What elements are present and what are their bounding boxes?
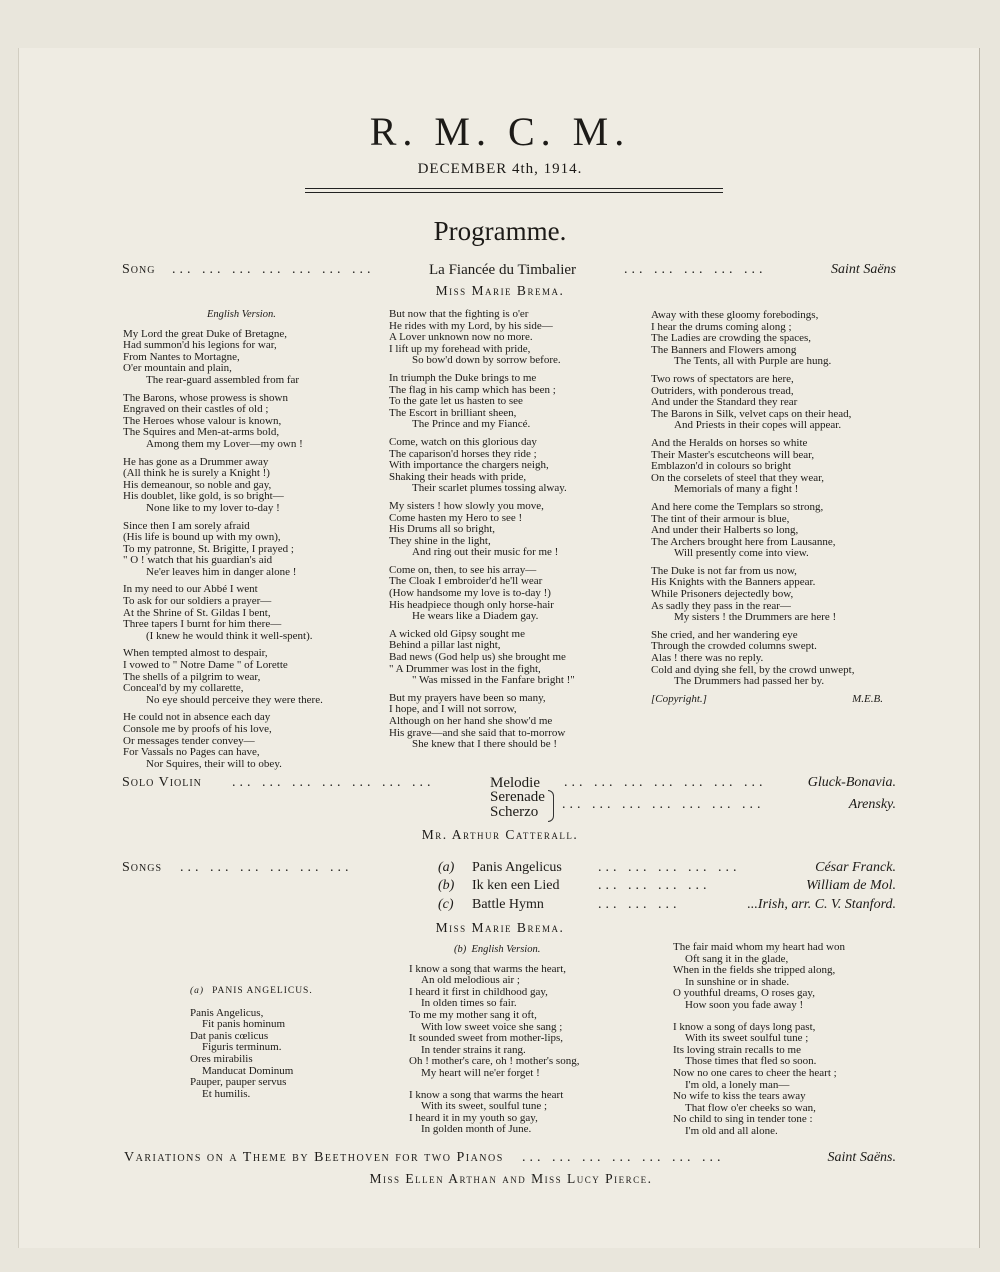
lyric-line: To my patronne, St. Brigitte, I prayed ; bbox=[123, 542, 294, 555]
lyric-line: Will presently come into view. bbox=[674, 547, 809, 560]
lyric-line: I heard it first in childhood gay, bbox=[409, 985, 548, 998]
item-label: Solo Violin bbox=[122, 775, 202, 790]
lyric-line: O youthful dreams, O roses gay, bbox=[673, 987, 815, 1000]
lyric-line: Cold and dying she fell, by the crowd unwept, bbox=[651, 663, 855, 676]
lyric-line: He wears like a Diadem gay. bbox=[412, 610, 539, 623]
lyric-line: With importance the chargers neigh, bbox=[389, 459, 549, 472]
lyric-line: Dat panis cœlicus bbox=[190, 1029, 269, 1042]
lyric-line: I'm old and all alone. bbox=[685, 1124, 778, 1137]
lyric-line: Come on, then, to see his array— bbox=[389, 563, 537, 576]
composer: ...Irish, arr. C. V. Stanford. bbox=[747, 897, 896, 912]
lyric-line: His Knights with the Banners appear. bbox=[651, 576, 816, 589]
lyric-line: I heard it in my youth so gay, bbox=[409, 1111, 538, 1124]
performer: Mr. Arthur Catterall. bbox=[421, 827, 579, 842]
lyric-line: Ne'er leaves him in danger alone ! bbox=[146, 565, 297, 578]
item-label: Songs bbox=[122, 860, 163, 875]
lyric-line: Manducat Dominum bbox=[202, 1064, 294, 1077]
page-title: R. M. C. M. bbox=[369, 109, 631, 154]
leader-dots: ... ... ... ... bbox=[598, 878, 711, 893]
leader-dots: ... ... ... ... ... ... ... bbox=[232, 775, 435, 790]
brace bbox=[548, 790, 554, 822]
concert-date: DECEMBER 4th, 1914. bbox=[417, 161, 583, 177]
copyright-label: [Copyright.] bbox=[651, 692, 707, 705]
lyric-line: When in the fields she tripped along, bbox=[673, 964, 836, 977]
lyric-line: And under the Standard they rear bbox=[651, 396, 798, 409]
leader-dots: ... ... ... ... ... bbox=[598, 860, 741, 875]
song-letter: (b) bbox=[438, 878, 455, 893]
lyric-line: Two rows of spectators are here, bbox=[651, 372, 794, 385]
leader-dots: ... ... ... ... ... ... ... bbox=[522, 1150, 725, 1165]
lyric-line: The Barons in Silk, velvet caps on their head, bbox=[651, 407, 852, 420]
stanza bbox=[123, 329, 373, 387]
lyric-line: And Priests in their copes will appear. bbox=[674, 419, 842, 432]
lyric-line: At the Shrine of St. Gildas I bent, bbox=[123, 606, 271, 619]
lyric-line: He rides with my Lord, by his side— bbox=[389, 319, 553, 332]
lyric-line: Engraved on their castles of old ; bbox=[123, 403, 269, 416]
stanza bbox=[123, 457, 373, 515]
copyright-line bbox=[651, 694, 883, 706]
stanza bbox=[123, 521, 373, 579]
lyric-line: She knew that I there should be ! bbox=[412, 738, 558, 751]
song-b-column-1 bbox=[409, 944, 659, 1146]
lyric-line: My sisters ! how slowly you move, bbox=[389, 499, 544, 512]
lyric-line: No child to sing in tender tone : bbox=[673, 1113, 813, 1126]
song-title: Battle Hymn bbox=[472, 897, 544, 912]
lyric-line: In golden month of June. bbox=[421, 1123, 532, 1136]
lyric-line: For Vassals no Pages can have, bbox=[123, 746, 260, 759]
lyric-line: He could not in absence each day bbox=[123, 711, 271, 724]
lyric-line: The Drummers had passed her by. bbox=[674, 675, 825, 688]
lyric-line: She cried, and her wandering eye bbox=[651, 628, 798, 641]
lyric-line: Fit panis hominum bbox=[202, 1018, 286, 1031]
lyric-line: In triumph the Duke brings to me bbox=[389, 371, 537, 384]
lyric-line: They shine in the light, bbox=[389, 534, 491, 547]
lyric-line: The Cloak I embroider'd he'll wear bbox=[389, 575, 543, 588]
lyric-line: Bad news (God help us) she brought me bbox=[389, 651, 566, 664]
stanza bbox=[673, 1022, 903, 1138]
panis-heading-line bbox=[190, 986, 390, 998]
stanza bbox=[389, 501, 639, 559]
panis-letter: (a) bbox=[190, 986, 205, 996]
version-heading-line bbox=[409, 944, 659, 956]
lyric-line: I know a song that warms the heart bbox=[409, 1088, 564, 1101]
item-variations-row bbox=[124, 1150, 896, 1170]
stanza bbox=[409, 1090, 659, 1136]
lyric-line: Oh ! mother's care, oh ! mother's song, bbox=[409, 1055, 580, 1068]
song-row-c bbox=[438, 897, 896, 917]
lyric-line: The Ladies are crowding the spaces, bbox=[651, 332, 812, 345]
composer: César Franck. bbox=[815, 860, 896, 875]
piece-title: Melodie bbox=[490, 775, 540, 791]
song-letter: (c) bbox=[438, 897, 454, 912]
item-label: Song bbox=[122, 262, 156, 277]
version-letter: (b) bbox=[454, 944, 467, 955]
lyric-line: Among them my Lover—my own ! bbox=[146, 437, 303, 450]
composer: Saint Saëns. bbox=[827, 1150, 896, 1165]
author-initials: M.E.B. bbox=[852, 692, 883, 705]
lyric-line: I lift up my forehead with pride, bbox=[389, 342, 531, 355]
lyric-line: Three tapers I burnt for him there— bbox=[123, 618, 282, 631]
lyric-line: Come hasten my Hero to see ! bbox=[389, 511, 523, 524]
lyric-line: How soon you fade away ! bbox=[685, 998, 804, 1011]
lyric-line: I know a song of days long past, bbox=[673, 1020, 816, 1033]
lyric-line: Had summon'd his legions for war, bbox=[123, 339, 277, 352]
lyric-line: Now no one cares to cheer the heart ; bbox=[673, 1066, 837, 1079]
lyric-line: No wife to kiss the tears away bbox=[673, 1090, 806, 1103]
leader-dots: ... ... ... ... ... ... ... bbox=[172, 262, 375, 277]
panis-heading: PANIS ANGELICUS. bbox=[212, 986, 313, 996]
lyric-line: I'm old, a lonely man— bbox=[685, 1078, 790, 1091]
lyric-line: In olden times so fair. bbox=[421, 997, 517, 1010]
stanza bbox=[673, 942, 903, 1012]
lyric-line: Their Master's escutcheons will bear, bbox=[651, 448, 815, 461]
composer: Arensky. bbox=[848, 797, 896, 812]
lyric-line: (How handsome my love is to-day !) bbox=[389, 587, 551, 600]
piece-title: Serenade bbox=[490, 789, 545, 805]
stanza bbox=[123, 648, 373, 706]
lyric-line: I hear the drums coming along ; bbox=[651, 320, 792, 333]
song-row-a bbox=[438, 860, 896, 880]
stanza bbox=[389, 629, 639, 687]
lyric-line: Through the crowded columns swept. bbox=[651, 640, 817, 653]
lyric-line: Away with these gloomy forebodings, bbox=[651, 309, 819, 321]
piece-title: Scherzo bbox=[490, 804, 539, 820]
lyric-line: To me my mother sang it oft, bbox=[409, 1008, 537, 1021]
lyric-line: And ring out their music for me ! bbox=[412, 546, 559, 559]
panis-lines bbox=[190, 1008, 390, 1101]
stanza bbox=[389, 565, 639, 623]
lyric-line: My heart will ne'er forget ! bbox=[421, 1066, 540, 1079]
lyric-line: His headpiece though only horse-hair bbox=[389, 598, 554, 611]
lyric-line: (I knew he would think it well-spent). bbox=[146, 629, 313, 642]
version-heading: English Version. bbox=[207, 309, 276, 320]
lyrics-column-2 bbox=[389, 309, 639, 757]
lyric-line: The caparison'd horses they ride ; bbox=[389, 447, 537, 460]
lyric-line: " Was missed in the Fanfare bright !" bbox=[412, 674, 575, 687]
lyric-line: His doublet, like gold, is so bright— bbox=[123, 490, 284, 503]
lyric-line: A wicked old Gipsy sought me bbox=[389, 627, 525, 640]
lyric-line: An old melodious air ; bbox=[421, 974, 520, 987]
lyric-line: I vowed to " Notre Dame " of Lorette bbox=[123, 659, 288, 672]
lyric-line: Conceal'd by my collarette, bbox=[123, 682, 244, 695]
stanza bbox=[123, 712, 373, 770]
performer: Miss Marie Brema. bbox=[435, 920, 565, 935]
lyric-line: The Tents, all with Purple are hung. bbox=[674, 355, 832, 368]
panis-column bbox=[190, 986, 390, 1100]
piece-title: La Fiancée du Timbalier bbox=[429, 262, 577, 278]
lyric-line: The Archers brought here from Lausanne, bbox=[651, 535, 836, 548]
lyric-line: Their scarlet plumes tossing alway. bbox=[412, 482, 567, 495]
stanza bbox=[651, 502, 901, 560]
stanza bbox=[389, 437, 639, 495]
stanza bbox=[651, 630, 901, 688]
song-title: Panis Angelicus bbox=[472, 860, 562, 875]
lyric-line: Outriders, with ponderous tread, bbox=[651, 384, 794, 397]
lyric-line: Its loving strain recalls to me bbox=[673, 1043, 801, 1056]
lyric-line: From Nantes to Mortagne, bbox=[123, 350, 240, 363]
lyric-line: The flag in his camp which has been ; bbox=[389, 383, 556, 396]
lyric-line: Alas ! there was no reply. bbox=[651, 652, 764, 665]
stanza bbox=[389, 693, 639, 751]
stanza bbox=[389, 373, 639, 431]
lyric-line: The Prince and my Fiancé. bbox=[412, 418, 531, 431]
lyric-line: Emblazon'd in colours so bright bbox=[651, 460, 792, 473]
lyric-line: With its sweet, soulful tune ; bbox=[421, 1100, 548, 1113]
lyrics-column-3 bbox=[651, 310, 901, 705]
lyric-line: On the corselets of steel that they wear, bbox=[651, 471, 825, 484]
lyric-line: The Escort in brilliant sheen, bbox=[389, 406, 517, 419]
lyric-line: To the gate let us hasten to see bbox=[389, 395, 523, 408]
lyric-line: In my need to our Abbé I went bbox=[123, 583, 258, 596]
stanza bbox=[409, 964, 659, 1080]
lyric-line: I hope, and I will not sorrow, bbox=[389, 703, 517, 716]
lyric-line: " A Drummer was lost in the fight, bbox=[389, 662, 541, 675]
lyric-line: O'er mountain and plain, bbox=[123, 362, 232, 375]
lyric-line: So bow'd down by sorrow before. bbox=[412, 354, 561, 367]
lyric-line: But now that the fighting is o'er bbox=[389, 308, 529, 320]
leader-dots: ... ... ... ... ... ... bbox=[180, 860, 353, 875]
stanza bbox=[651, 438, 901, 496]
lyric-line: But my prayers have been so many, bbox=[389, 691, 546, 704]
lyric-line: The fair maid whom my heart had won bbox=[673, 941, 845, 953]
composer: Saint Saëns bbox=[831, 262, 896, 277]
lyric-line: The Squires and Men-at-arms bold, bbox=[123, 426, 280, 439]
lyric-line: Or messages tender convey— bbox=[123, 734, 255, 747]
composer: William de Mol. bbox=[806, 878, 896, 893]
item-song-row bbox=[122, 262, 896, 282]
lyric-line: No eye should perceive they were there. bbox=[146, 693, 323, 706]
lyric-line: As sadly they pass in the rear— bbox=[651, 599, 791, 612]
performer: Miss Ellen Arthan and Miss Lucy Pierce. bbox=[369, 1171, 653, 1186]
lyric-line: I know a song that warms the heart, bbox=[409, 962, 567, 975]
song-b-column-2 bbox=[673, 942, 903, 1148]
composer: Gluck-Bonavia. bbox=[807, 775, 896, 790]
leader-dots: ... ... ... bbox=[598, 897, 681, 912]
stanza bbox=[123, 393, 373, 451]
lyric-line: In sunshine or in shade. bbox=[685, 975, 790, 988]
lyric-line: That flow o'er cheeks so wan, bbox=[685, 1101, 816, 1114]
lyric-line: With low sweet voice she sang ; bbox=[421, 1020, 563, 1033]
lyric-line: Et humilis. bbox=[202, 1087, 251, 1100]
lyric-line: The Duke is not far from us now, bbox=[651, 564, 797, 577]
lyric-line: His demeanour, so noble and gay, bbox=[123, 478, 272, 491]
lyric-line: It sounded sweet from mother-lips, bbox=[409, 1032, 564, 1045]
lyric-line: Panis Angelicus, bbox=[190, 1006, 264, 1019]
stanza bbox=[651, 374, 901, 432]
lyric-line: Those times that fled so soon. bbox=[685, 1055, 817, 1068]
lyric-line: The Heroes whose valour is known, bbox=[123, 414, 282, 427]
song-letter: (a) bbox=[438, 860, 455, 875]
programme-heading: Programme. bbox=[433, 216, 567, 246]
lyric-line: With its sweet soulful tune ; bbox=[685, 1032, 809, 1045]
lyric-line: (All think he is surely a Knight !) bbox=[123, 467, 270, 480]
lyric-line: The shells of a pilgrim to wear, bbox=[123, 670, 261, 683]
lyric-line: Although on her hand she show'd me bbox=[389, 715, 553, 727]
lyric-line: My Lord the great Duke of Bretagne, bbox=[123, 327, 288, 340]
leader-dots: ... ... ... ... ... bbox=[624, 262, 767, 277]
lyric-line: " O ! watch that his guardian's aid bbox=[123, 554, 273, 567]
lyric-line: Shaking their heads with pride, bbox=[389, 470, 527, 483]
lyric-line: Oft sang it in the glade, bbox=[685, 952, 789, 965]
lyric-line: Come, watch on this glorious day bbox=[389, 435, 537, 448]
lyric-line: His grave—and she said that to-morrow bbox=[389, 726, 566, 739]
lyric-line: And under their Halberts so long, bbox=[651, 524, 799, 537]
stanza bbox=[389, 309, 639, 367]
stanza bbox=[651, 566, 901, 624]
song-row-b bbox=[438, 878, 896, 898]
lyric-line: And the Heralds on horses so white bbox=[651, 436, 808, 449]
lyric-line: Memorials of many a fight ! bbox=[674, 483, 799, 496]
lyric-line: A Lover unknown now no more. bbox=[389, 331, 533, 344]
leader-dots: ... ... ... ... ... ... ... bbox=[564, 775, 767, 790]
lyric-line: Behind a pillar last night, bbox=[389, 639, 501, 652]
lyric-line: My sisters ! the Drummers are here ! bbox=[674, 611, 837, 624]
divider-bottom bbox=[305, 192, 723, 193]
lyric-line: The rear-guard assembled from far bbox=[146, 373, 300, 386]
lyric-line: To ask for our soldiers a prayer— bbox=[123, 595, 272, 608]
lyrics-column-1 bbox=[123, 309, 373, 776]
lyric-line: (His life is bound up with my own), bbox=[123, 531, 281, 544]
divider-top bbox=[305, 188, 723, 189]
lyric-line: And here come the Templars so strong, bbox=[651, 500, 824, 513]
lyric-line: The tint of their armour is blue, bbox=[651, 512, 790, 525]
song-title: Ik ken een Lied bbox=[472, 878, 560, 893]
version-heading: English Version. bbox=[471, 944, 541, 955]
lyric-line: When tempted almost to despair, bbox=[123, 647, 268, 660]
stanza bbox=[123, 584, 373, 642]
lyric-line: His Drums all so bright, bbox=[389, 523, 496, 536]
lyric-line: Since then I am sorely afraid bbox=[123, 519, 250, 532]
lyric-line: In tender strains it rang. bbox=[421, 1043, 526, 1056]
performer: Miss Marie Brema. bbox=[435, 283, 565, 298]
lyric-line: Figuris terminum. bbox=[202, 1041, 282, 1054]
item-violin-row-4 bbox=[122, 804, 896, 824]
lyric-line: None like to my lover to-day ! bbox=[146, 501, 280, 514]
stanza bbox=[651, 310, 901, 368]
lyric-line: While Prisoners dejectedly bow, bbox=[651, 588, 794, 601]
lyric-line: Console me by proofs of his love, bbox=[123, 723, 272, 735]
lyric-line: Pauper, pauper servus bbox=[190, 1076, 287, 1089]
item-label: Variations on a Theme by Beethoven for two Pianos bbox=[124, 1150, 504, 1165]
lyric-line: Nor Squires, their will to obey. bbox=[146, 757, 282, 770]
lyric-line: The Banners and Flowers among bbox=[651, 343, 797, 356]
lyric-line: He has gone as a Drummer away bbox=[123, 455, 269, 468]
lyric-line: Ores mirabilis bbox=[190, 1052, 253, 1065]
leader-dots: ... ... ... ... ... ... ... bbox=[562, 797, 765, 812]
lyric-line: The Barons, whose prowess is shown bbox=[123, 391, 288, 404]
